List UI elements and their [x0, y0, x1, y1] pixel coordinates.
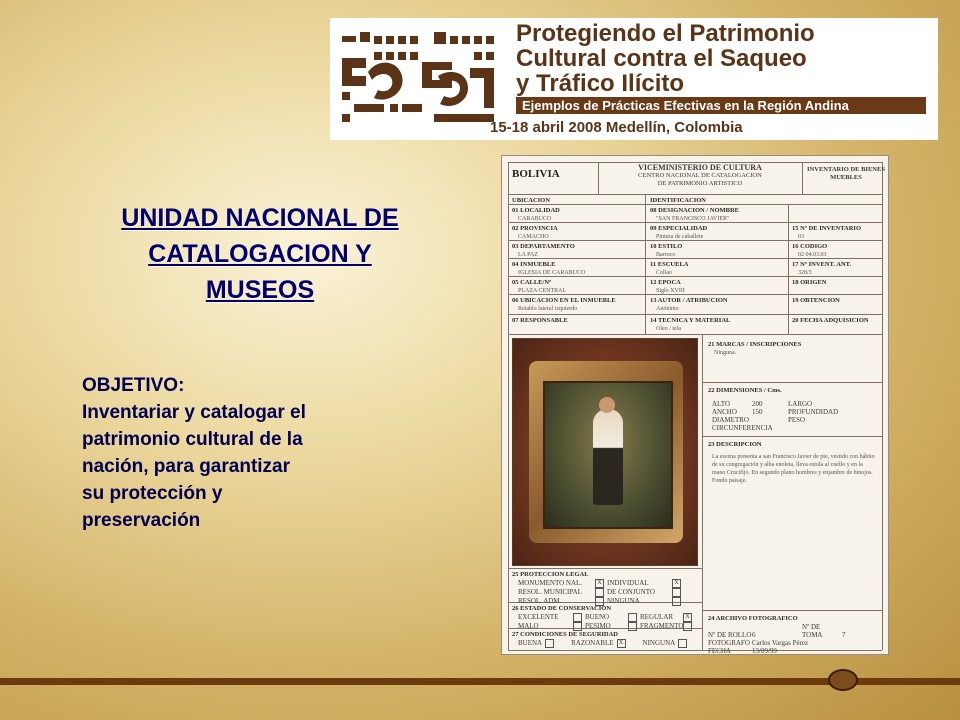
slide-title-line-1: UNIDAD NACIONAL DE: [121, 204, 399, 232]
artwork-photo: [512, 338, 698, 566]
objective-line: patrimonio cultural de la: [82, 429, 303, 450]
form-security: 27 CONDICIONES DE SEGURIDAD BUENA RAZONABLE X NINGUNA: [512, 630, 700, 648]
form-legal-protection: 25 PROTECCION LEGAL MONUMENTO NAL. X INDIVIDUAL X RESOL. MUNICIPAL DE CONJUNTO RESOL. ADM. NINGUNA: [512, 570, 700, 606]
footer-bar: [0, 678, 960, 685]
form-inventory-title: INVENTARIO DE BIENES MUEBLES: [807, 166, 885, 181]
objective-line: Inventariar y catalogar el: [82, 402, 306, 423]
form-description: 23 DESCRIPCION La escena presenta a san Francisco Javier de pie, vestido con hábito de su congregación y alba enoleta, lleva estola al cuello y en la mano Crucifijo. En segundo plano hombres y enjambre de hinojos. Fondo paisaje.: [708, 441, 875, 484]
form-section-ubicacion: UBICACION: [512, 197, 550, 204]
form-dimensions-label: 22 DIMENSIONES / Cms.: [708, 387, 782, 394]
form-field: 20 FECHA ADQUISICION: [792, 317, 869, 324]
form-header-sub2: DE PATRIMONIO ARTISTICO: [657, 180, 743, 187]
slide-title-line-3: MUSEOS: [205, 276, 315, 304]
form-field: 06 UBICACION EN EL INMUEBLE Retablo lateral izquierdo: [512, 297, 616, 312]
form-field: 13 AUTOR / ATRIBUCION Anónimo: [650, 297, 728, 312]
form-header-main: VICEMINISTERIO DE CULTURA: [638, 163, 762, 172]
form-field: 15 Nº DE INVENTARIO 03: [792, 225, 862, 240]
objective-line: nación, para garantizar: [82, 456, 291, 477]
form-field: 16 CODIGO 02 04.03.03: [792, 243, 828, 258]
footer-knob-icon: [828, 669, 858, 691]
form-field: 05 CALLE/Nº PLAZA CENTRAL: [512, 279, 567, 294]
event-logo-icon: [338, 28, 506, 128]
form-country: BOLIVIA: [512, 168, 560, 180]
form-field: 17 Nº INVENT. ANT. 328/3: [792, 261, 852, 276]
form-photo-archive: 24 ARCHIVO FOTOGRAFICO Nº DE ROLLO6Nº DE TOMA 7 FOTOGRAFO Carlos Vargas Pérez FECHA 13/09/99: [708, 615, 846, 655]
form-marks: 21 MARCAS / INSCRIPCIONES Ninguna.: [708, 341, 802, 356]
form-header-sub1: CENTRO NACIONAL DE CATALOGACION: [638, 172, 762, 179]
objective-line: preservación: [82, 510, 201, 531]
form-field: 03 DEPARTAMENTO LA PAZ: [512, 243, 575, 258]
banner-title-line-3: y Tráfico Ilícito: [516, 70, 685, 97]
form-field: 07 RESPONSABLE: [512, 317, 568, 324]
form-field: 12 EPOCA Siglo XVIII: [650, 279, 685, 294]
form-field: 01 LOCALIDAD CARABUCO: [512, 207, 560, 222]
form-field: 08 DESIGNACION / NOMBRE "SAN FRANCISCO JAVIER": [650, 207, 740, 222]
objective-line: su protección y: [82, 483, 223, 504]
banner-date: 15-18 abril 2008 Medellín, Colombia: [490, 119, 743, 136]
form-field: 11 ESCUELA Collao: [650, 261, 689, 276]
form-section-identificacion: IDENTIFICACION: [650, 197, 706, 204]
banner-subtitle: Ejemplos de Prácticas Efectivas en la Región Andina: [516, 97, 926, 114]
form-field: 18 ORIGEN: [792, 279, 827, 286]
form-field: 19 OBTENCION: [792, 297, 840, 304]
slide-title-line-2: CATALOGACION Y: [148, 240, 372, 268]
form-field: 04 INMUEBLE IGLESIA DE CARABUCO: [512, 261, 586, 276]
form-field: 02 PROVINCIA CAMACHO: [512, 225, 558, 240]
form-dimensions: ALTO 200 LARGO ANCHO 150 PROFUNDIDAD DIAMETRO PESO CIRCUNFERENCIA: [712, 400, 839, 432]
catalog-form-image: [501, 155, 889, 655]
banner-title-line-2: Cultural contra el Saqueo: [516, 45, 807, 72]
banner-title-line-1: Protegiendo el Patrimonio: [516, 20, 815, 47]
objective-block: [82, 372, 422, 534]
form-header: [602, 164, 798, 188]
form-field: 09 ESPECIALIDAD Pintura de caballete: [650, 225, 708, 240]
event-banner: [330, 18, 938, 140]
form-field: 10 ESTILO Barroco: [650, 243, 683, 258]
objective-heading: OBJETIVO:: [82, 375, 185, 396]
form-field: 14 TECNICA Y MATERIAL Oleo / tela: [650, 317, 731, 332]
slide-title: [60, 200, 460, 308]
form-conservation: 26 ESTADO DE CONSERVACION EXCELENTE BUENO REGULAR X MALO PESIMO FRAGMENTO: [512, 604, 700, 631]
